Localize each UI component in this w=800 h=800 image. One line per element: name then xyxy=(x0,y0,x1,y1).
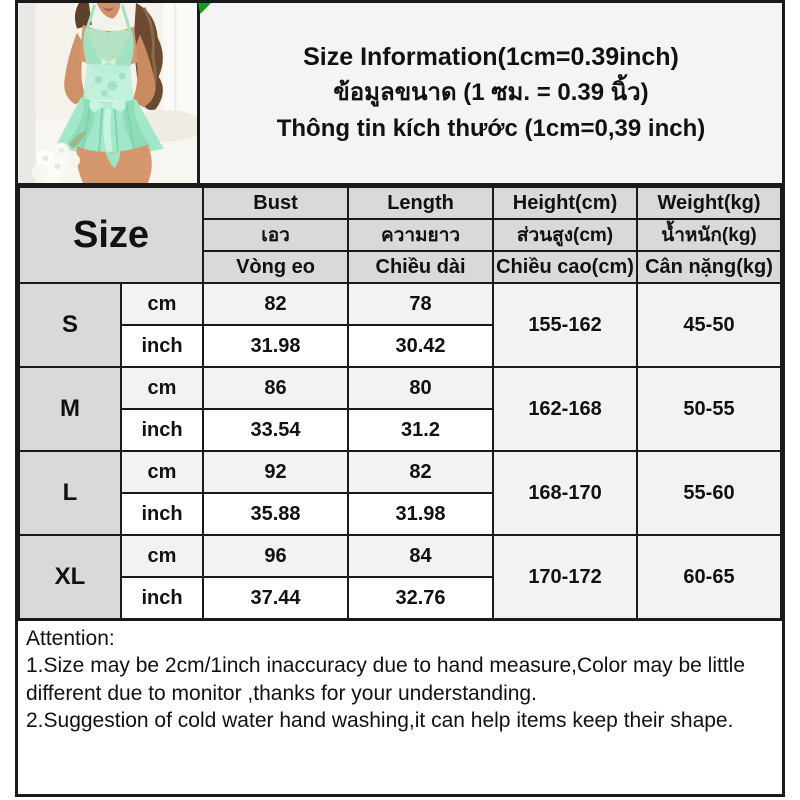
attention-line-2: 2.Suggestion of cold water hand washing,it can help items keep their shape. xyxy=(26,708,734,732)
product-photo xyxy=(18,3,200,183)
bust-inch-m: 33.54 xyxy=(203,409,348,451)
bust-cm-m: 86 xyxy=(203,367,348,409)
unit-inch: inch xyxy=(121,325,203,367)
size-chart-panel xyxy=(15,0,785,797)
col-header-bust-vi: Vòng eo xyxy=(203,251,348,283)
unit-cm: cm xyxy=(121,451,203,493)
unit-inch: inch xyxy=(121,409,203,451)
col-header-weight-vi: Cân nặng(kg) xyxy=(637,251,781,283)
length-inch-s: 30.42 xyxy=(348,325,493,367)
col-header-height-en: Height(cm) xyxy=(493,187,637,219)
col-header-length-th: ความยาว xyxy=(348,219,493,251)
bust-cm-xl: 96 xyxy=(203,535,348,577)
title-vietnamese: Thông tin kích thước (1cm=0,39 inch) xyxy=(276,114,706,142)
size-label-m: M xyxy=(19,367,121,451)
col-header-length-vi: Chiều dài xyxy=(348,251,493,283)
title-thai: ข้อมูลขนาด (1 ซม. = 0.39 นิ้ว) xyxy=(333,79,649,107)
size-label-s: S xyxy=(19,283,121,367)
col-header-weight-en: Weight(kg) xyxy=(637,187,781,219)
green-corner-marker-icon xyxy=(198,3,211,14)
col-header-bust-th: เอว xyxy=(203,219,348,251)
unit-cm: cm xyxy=(121,283,203,325)
col-header-length-en: Length xyxy=(348,187,493,219)
col-header-height-th: ส่วนสูง(cm) xyxy=(493,219,637,251)
col-header-height-vi: Chiều cao(cm) xyxy=(493,251,637,283)
bust-inch-s: 31.98 xyxy=(203,325,348,367)
length-cm-m: 80 xyxy=(348,367,493,409)
weight-range-s: 45-50 xyxy=(637,283,781,367)
lingerie-model-illustration xyxy=(18,3,197,183)
bust-inch-xl: 37.44 xyxy=(203,577,348,619)
size-row-m-cm xyxy=(19,367,781,409)
length-inch-xl: 32.76 xyxy=(348,577,493,619)
attention-section xyxy=(18,620,782,794)
length-cm-l: 82 xyxy=(348,451,493,493)
height-range-l: 168-170 xyxy=(493,451,637,535)
weight-range-xl: 60-65 xyxy=(637,535,781,619)
col-header-bust-en: Bust xyxy=(203,187,348,219)
size-label-xl: XL xyxy=(19,535,121,619)
height-range-xl: 170-172 xyxy=(493,535,637,619)
col-header-weight-th: น้ำหนัก(kg) xyxy=(637,219,781,251)
height-range-s: 155-162 xyxy=(493,283,637,367)
bust-inch-l: 35.88 xyxy=(203,493,348,535)
size-row-s-cm xyxy=(19,283,781,325)
size-header-cell: Size xyxy=(19,187,203,283)
attention-line-1: 1.Size may be 2cm/1inch inaccuracy due to hand measure,Color may be little different due to monitor ,thanks for your understanding. xyxy=(26,654,746,705)
bust-cm-s: 82 xyxy=(203,283,348,325)
size-label-l: L xyxy=(19,451,121,535)
header-row-english xyxy=(19,187,781,219)
size-info-title-block xyxy=(200,3,782,183)
bust-cm-l: 92 xyxy=(203,451,348,493)
unit-inch: inch xyxy=(121,577,203,619)
attention-title: Attention: xyxy=(26,627,115,650)
length-inch-m: 31.2 xyxy=(348,409,493,451)
unit-cm: cm xyxy=(121,535,203,577)
height-range-m: 162-168 xyxy=(493,367,637,451)
weight-range-l: 55-60 xyxy=(637,451,781,535)
length-cm-xl: 84 xyxy=(348,535,493,577)
unit-cm: cm xyxy=(121,367,203,409)
top-section xyxy=(18,3,782,186)
unit-inch: inch xyxy=(121,493,203,535)
size-table xyxy=(18,186,782,620)
length-cm-s: 78 xyxy=(348,283,493,325)
size-row-xl-cm xyxy=(19,535,781,577)
size-row-l-cm xyxy=(19,451,781,493)
weight-range-m: 50-55 xyxy=(637,367,781,451)
length-inch-l: 31.98 xyxy=(348,493,493,535)
title-english: Size Information(1cm=0.39inch) xyxy=(303,42,679,71)
